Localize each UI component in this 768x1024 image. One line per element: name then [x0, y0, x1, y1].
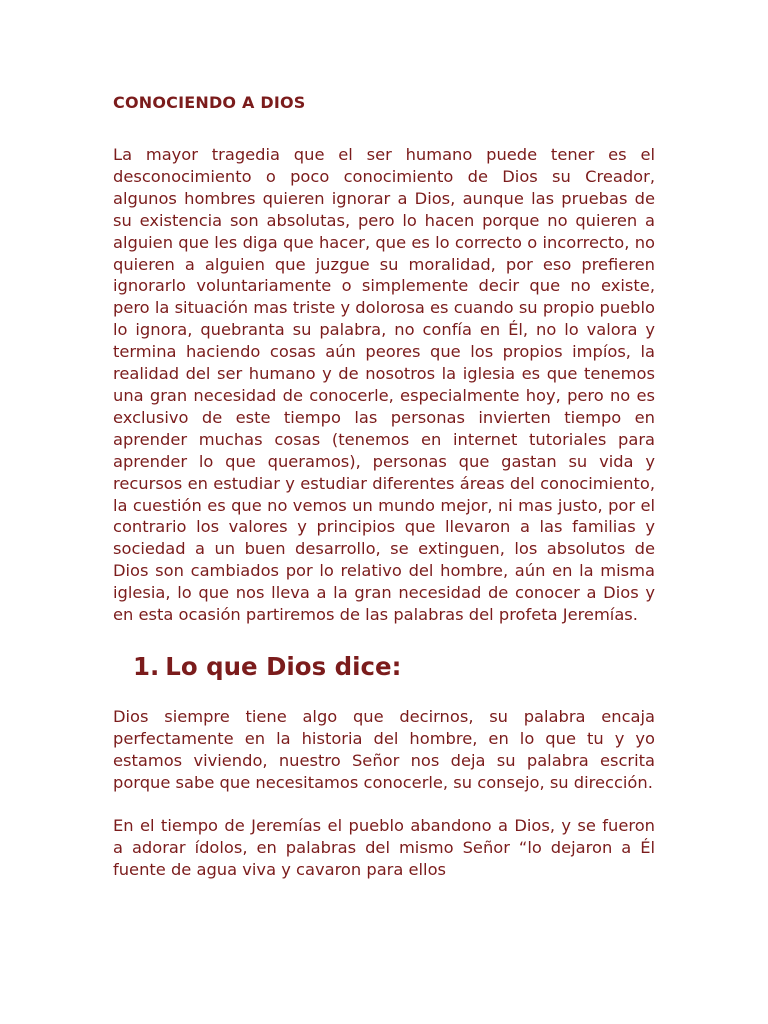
section-paragraph-2: En el tiempo de Jeremías el pueblo abandono a Dios, y se fueron a adorar ídolos, en palabras del mismo Señor “lo dejaron a Él fuente de agua viva y cavaron para ellos	[113, 816, 655, 880]
section-number: 1.	[133, 651, 160, 681]
intro-paragraph: La mayor tragedia que el ser humano puede tener es el desconocimiento o poco conocimiento de Dios su Creador, algunos hombres quieren ignorar a Dios, aunque las pruebas de su existencia son absolutas, pero lo hacen porque no quieren a alguien que les diga que hacer, que es lo correcto o incorrecto, no quieren a alguien que juzgue su moralidad, por eso prefieren ignorarlo voluntariamente o simplemente decir que no existe, pero la situación mas triste y dolorosa es cuando su propio pueblo lo ignora, quebranta su palabra, no confía en Él, no lo valora y termina haciendo cosas aún peores que los propios impíos, la realidad del ser humano y de nosotros la iglesia es que tenemos una gran necesidad de conocerle, especialmente hoy, pero no es exclusivo de este tiempo las personas invierten tiempo en aprender muchas cosas (tenemos en internet tutoriales para aprender lo que queramos), personas que gastan su vida y recursos en estudiar y estudiar diferentes áreas del conocimiento, la cuestión es que no vemos un mundo mejor, ni mas justo, por el contrario los valores y principios que llevaron a las familias y sociedad a un buen desarrollo, se extinguen, los absolutos de Dios son cambiados por lo relativo del hombre, aún en la misma iglesia, lo que nos lleva a la gran necesidad de conocer a Dios y en esta ocasión partiremos de las palabras del profeta Jeremías.	[113, 145, 655, 625]
section-heading	[113, 651, 655, 681]
document-title: CONOCIENDO A DIOS	[113, 93, 306, 112]
spacer	[113, 793, 655, 815]
section-heading-text: Lo que Dios dice:	[165, 651, 402, 681]
section-paragraph-1: Dios siempre tiene algo que decirnos, su palabra encaja perfectamente en la historia del hombre, en lo que tu y yo estamos viviendo, nuestro Señor nos deja su palabra escrita porque sabe que necesitamos conocerle, su consejo, su dirección.	[113, 706, 655, 792]
document-page	[113, 92, 655, 881]
spacer	[113, 678, 655, 706]
